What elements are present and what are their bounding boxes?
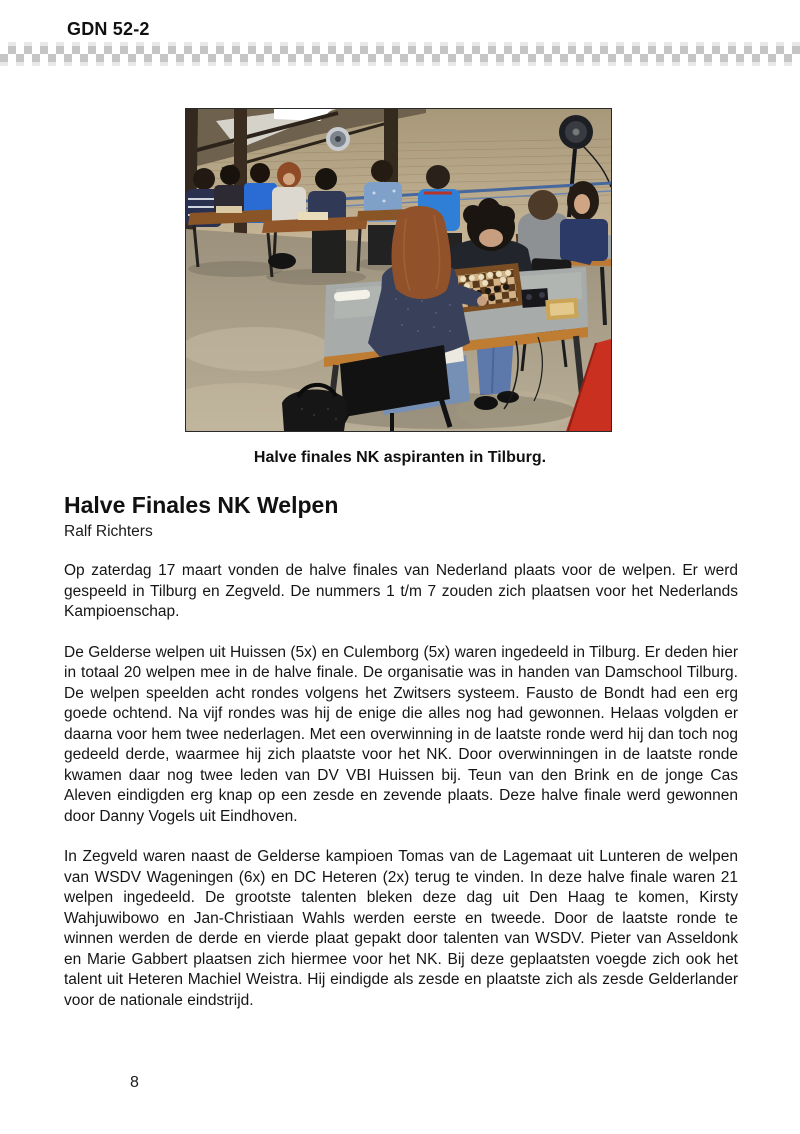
article xyxy=(64,492,738,1011)
article-paragraph-1: Op zaterdag 17 maart vonden de halve finales van Nederland plaats voor de welpen. Er werd gespeeld in Tilburg en Zegveld. De nummers 1 t/m 7 zouden zich plaatsen voor het Nederlands Kampioenschap. xyxy=(64,562,738,620)
article-author: Ralf Richters xyxy=(64,523,153,540)
article-title: Halve Finales NK Welpen xyxy=(64,492,339,518)
photo xyxy=(185,108,612,432)
photo-illustration xyxy=(186,109,611,431)
checker-faint-row-bottom xyxy=(0,62,800,66)
checker-band-decoration xyxy=(0,42,800,66)
game-clock xyxy=(521,288,548,308)
article-paragraph-2: De Gelderse welpen uit Huissen (5x) en Culemborg (5x) waren ingedeeld in Tilburg. Er deden hier in totaal 20 welpen mee in de halve finale. De organisatie was in handen van Damschool Tilburg. De welpen speelden acht rondes volgens het Zwitsers systeem. Fausto de Bondt had een erg goede ochtend. Na vijf rondes was hij de enige die alles nog had gewonnen. Helaas volgden er daarna voor hem twee nederlagen. Met een overwinning in de laatste ronde werd hij dan toch nog gedeeld derde, waarmee hij zich plaatste voor het NK. Door overwinningen in de laatste ronde kwamen daar nog twee leden van DV VBI Huissen bij. Teun van den Brink en de jonge Cas Aleven eindigden erg knap op een zesde en zevende plaats. Deze halve finale werd gewonnen door Danny Vogels uit Eindhoven. xyxy=(64,643,738,825)
issue-label: GDN 52-2 xyxy=(67,19,150,39)
photo-caption: Halve finales NK aspiranten in Tilburg. xyxy=(253,449,547,466)
wall-fan-icon xyxy=(326,127,350,151)
article-paragraph-3: In Zegveld waren naast de Gelderse kampioen Tomas van de Lagemaat uit Lunteren de welpen van WSDV Wageningen (6x) en DC Heteren (2x) terug te vinden. In deze halve finale waren 21 welpen ingedeeld. De grootste talenten bleken deze dag uit Den Haag te komen, Kirsty Wahjuwibowo en Jan-Christiaan Wahls werden eerste en tweede. Door de laatste ronde te winnen werden de derde en vierde plaat gepakt door talenten van WSDV. Pieter van Asseldonk en Marie Gabbert plaatsen zich hiermee voor het NK. Bij deze geplaatsten voegde zich ook het talent uit Heteren Machiel Weistra. Hij eindigde als zesde en plaatste zich als zesde Gelderlander voor de nationale eindstrijd. xyxy=(64,848,738,1009)
checker-main-rows xyxy=(0,46,800,62)
piece-box xyxy=(545,298,578,320)
page-number: 8 xyxy=(130,1074,139,1091)
